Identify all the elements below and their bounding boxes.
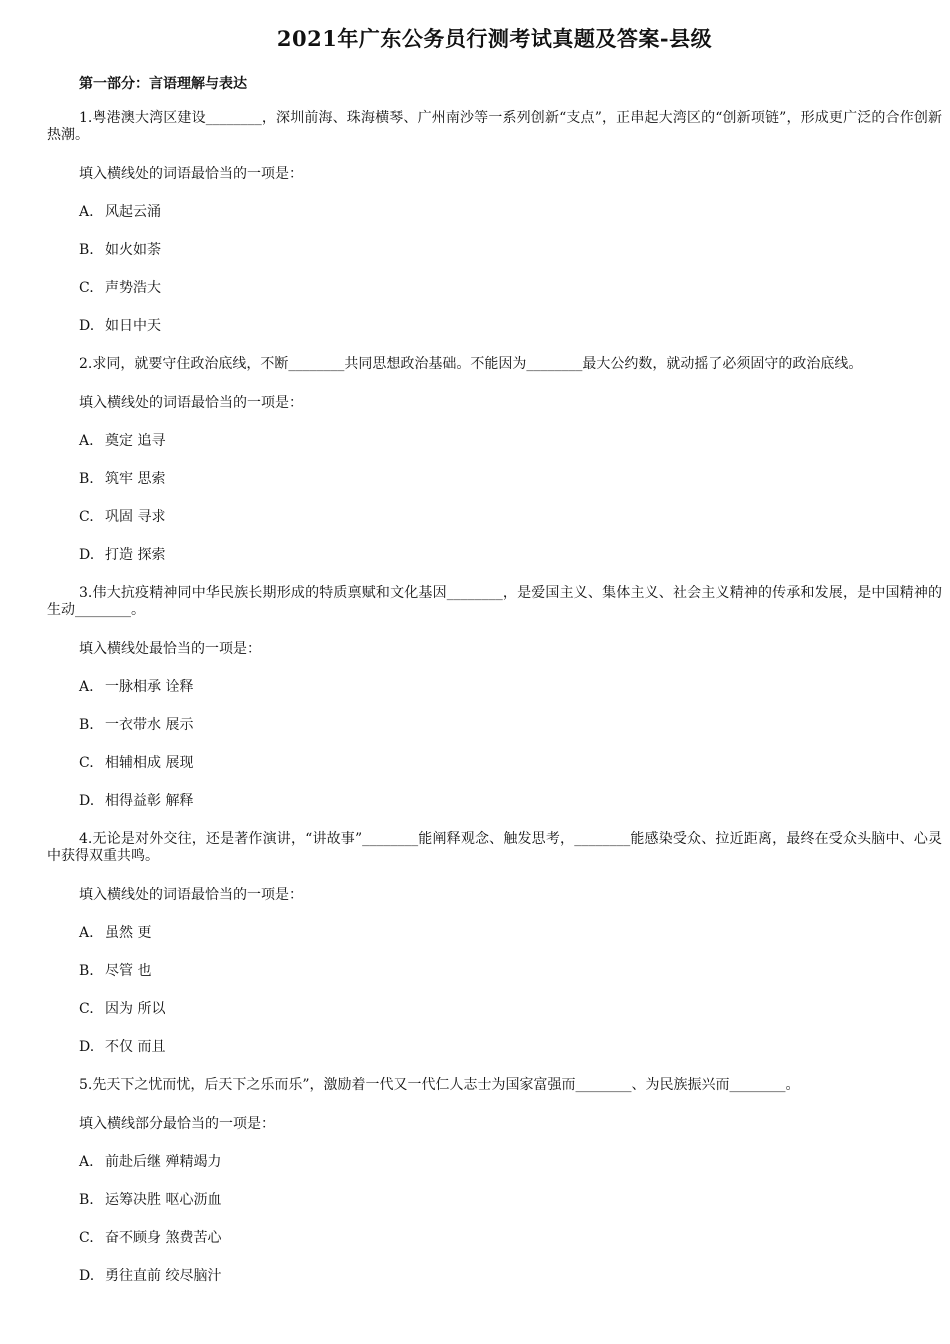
option-list	[47, 925, 942, 1056]
option-letter: A.	[79, 433, 94, 449]
option-d	[79, 318, 942, 335]
question-2	[47, 356, 942, 564]
option-text: 相辅相成 展现	[105, 755, 194, 771]
question-stem: 1.粤港澳大湾区建设________，深圳前海、珠海横琴、广州南沙等一系列创新“支点”，正串起大湾区的“创新项链”，形成更广泛的合作创新热潮。	[47, 110, 942, 143]
question-stem: 4.无论是对外交往，还是著作演讲，“讲故事”________能阐释观念、触发思考，________能感染受众、拉近距离，最终在受众头脑中、心灵中获得双重共鸣。	[47, 831, 942, 864]
question-5	[47, 1077, 942, 1285]
option-letter: C.	[79, 509, 94, 525]
question-stem: 3.伟大抗疫精神同中华民族长期形成的特质禀赋和文化基因________，是爱国主义、集体主义、社会主义精神的传承和发展，是中国精神的生动________。	[47, 585, 942, 618]
option-b	[79, 471, 942, 488]
option-a	[79, 925, 942, 942]
option-letter: D.	[79, 1268, 95, 1284]
option-a	[79, 1154, 942, 1171]
question-prompt: 填入横线处的词语最恰当的一项是：	[79, 166, 303, 182]
option-d	[79, 793, 942, 810]
option-text: 前赴后继 殚精竭力	[105, 1154, 222, 1170]
option-letter: A.	[79, 679, 94, 695]
option-letter: D.	[79, 793, 95, 809]
option-c	[79, 755, 942, 772]
option-list	[47, 433, 942, 564]
option-a	[79, 679, 942, 696]
option-text: 如日中天	[105, 318, 161, 334]
option-b	[79, 963, 942, 980]
option-letter: C.	[79, 1230, 94, 1246]
option-c	[79, 1001, 942, 1018]
option-b	[79, 242, 942, 259]
option-letter: D.	[79, 318, 95, 334]
option-text: 声势浩大	[105, 280, 161, 296]
option-list	[47, 204, 942, 335]
option-text: 奋不顾身 煞费苦心	[105, 1230, 222, 1246]
option-letter: C.	[79, 755, 94, 771]
option-text: 一衣带水 展示	[105, 717, 194, 733]
option-letter: B.	[79, 1192, 94, 1208]
option-text: 奠定 追寻	[105, 433, 166, 449]
section-heading: 第一部分：言语理解与表达	[79, 76, 247, 92]
option-letter: C.	[79, 280, 94, 296]
option-d	[79, 547, 942, 564]
option-text: 打造 探索	[105, 547, 166, 563]
option-text: 虽然 更	[105, 925, 152, 941]
option-text: 勇往直前 绞尽脑汁	[105, 1268, 222, 1284]
option-letter: B.	[79, 471, 94, 487]
question-3	[47, 585, 942, 810]
option-text: 因为 所以	[105, 1001, 166, 1017]
question-4	[47, 831, 942, 1056]
option-text: 一脉相承 诠释	[105, 679, 194, 695]
question-1	[47, 110, 942, 335]
option-letter: B.	[79, 963, 94, 979]
question-prompt: 填入横线部分最恰当的一项是：	[79, 1116, 275, 1132]
option-c	[79, 280, 942, 297]
option-a	[79, 204, 942, 221]
option-text: 运筹决胜 呕心沥血	[105, 1192, 222, 1208]
question-stem: 2.求同，就要守住政治底线，不断________共同思想政治基础。不能因为________最大公约数，就动摇了必须固守的政治底线。	[79, 356, 863, 372]
option-d	[79, 1268, 942, 1285]
option-letter: D.	[79, 1039, 95, 1055]
option-b	[79, 1192, 942, 1209]
option-text: 筑牢 思索	[105, 471, 166, 487]
option-text: 如火如荼	[105, 242, 161, 258]
option-c	[79, 509, 942, 526]
option-b	[79, 717, 942, 734]
option-text: 相得益彰 解释	[105, 793, 194, 809]
option-a	[79, 433, 942, 450]
option-letter: C.	[79, 1001, 94, 1017]
option-letter: D.	[79, 547, 95, 563]
document-title: 2021年广东公务员行测考试真题及答案-县级	[276, 26, 713, 51]
question-stem: 5.先天下之忧而忧，后天下之乐而乐”，激励着一代又一代仁人志士为国家富强而________、为民族振兴而________。	[79, 1077, 800, 1093]
question-prompt: 填入横线处的词语最恰当的一项是：	[79, 395, 303, 411]
option-letter: A.	[79, 1154, 94, 1170]
option-text: 尽管 也	[105, 963, 152, 979]
option-letter: B.	[79, 242, 94, 258]
question-prompt: 填入横线处最恰当的一项是：	[79, 641, 261, 657]
option-letter: A.	[79, 925, 94, 941]
option-list	[47, 1154, 942, 1285]
option-text: 风起云涌	[105, 204, 161, 220]
option-list	[47, 679, 942, 810]
option-text: 不仅 而且	[105, 1039, 166, 1055]
option-letter: A.	[79, 204, 94, 220]
option-d	[79, 1039, 942, 1056]
option-letter: B.	[79, 717, 94, 733]
option-c	[79, 1230, 942, 1247]
option-text: 巩固 寻求	[105, 509, 166, 525]
question-prompt: 填入横线处的词语最恰当的一项是：	[79, 887, 303, 903]
